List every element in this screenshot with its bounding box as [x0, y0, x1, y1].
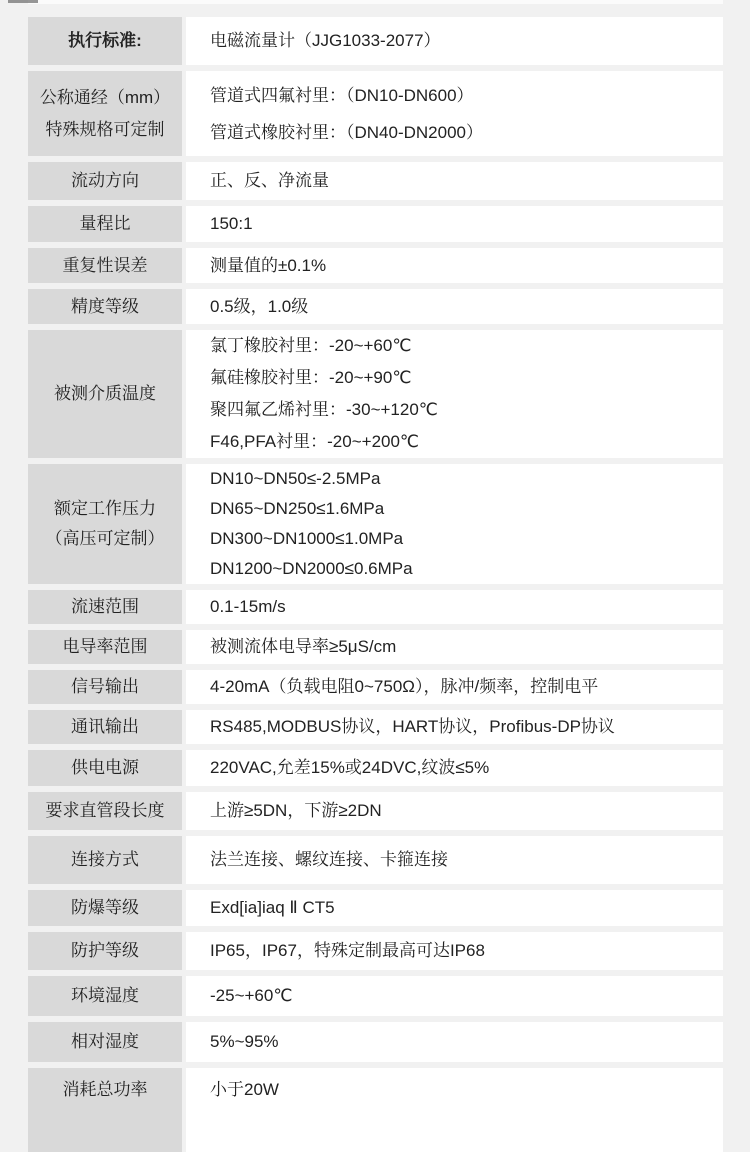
spec-value: [186, 590, 723, 624]
spec-value-line: 正、反、净流量: [210, 171, 329, 190]
spec-label: [28, 670, 182, 704]
spec-label-line: 要求直管段长度: [45, 801, 165, 820]
spec-value: [186, 630, 723, 664]
spec-value-line: 220VAC,允差15%或24DVC,纹波≤5%: [210, 758, 490, 777]
spec-label-line: 特殊规格可定制: [45, 119, 165, 139]
spec-value-line: DN65~DN250≤1.6MPa: [210, 499, 385, 518]
spec-value-line: 氯丁橡胶衬里：-20~+60℃: [210, 336, 412, 355]
spec-value-line: IP65，IP67，特殊定制最高可达IP68: [210, 941, 485, 960]
table-row: [28, 836, 723, 884]
spec-value-line: 0.5级，1.0级: [210, 296, 309, 316]
spec-label: [28, 464, 182, 584]
spec-value: [186, 792, 723, 830]
spec-label: [28, 248, 182, 283]
spec-label-line: 防护等级: [71, 941, 139, 960]
spec-value-line: 管道式橡胶衬里：（DN40-DN2000）: [210, 122, 483, 142]
table-row: [28, 1068, 723, 1112]
spec-value-line: 0.1-15m/s: [210, 597, 286, 616]
spec-label-line: 公称通经（mm）: [39, 87, 171, 107]
table-row: [28, 890, 723, 926]
spec-value-line: 小于20W: [210, 1080, 279, 1099]
spec-label: [28, 976, 182, 1016]
table-row: [28, 976, 723, 1016]
table-row: [28, 206, 723, 242]
spec-label: [28, 162, 182, 200]
spec-value: [186, 1068, 723, 1112]
table-row: [28, 162, 723, 200]
spec-label: [28, 1068, 182, 1112]
spec-label-line: 通讯输出: [71, 717, 139, 736]
spec-value-line: 氟硅橡胶衬里：-20~+90℃: [210, 368, 412, 387]
spec-value: [186, 206, 723, 242]
spec-label: [28, 792, 182, 830]
bottom-partial-label-cell: [28, 1112, 182, 1152]
spec-label-line: 重复性误差: [62, 255, 148, 275]
spec-value: [186, 71, 723, 156]
table-row: [28, 710, 723, 744]
table-row: [28, 750, 723, 786]
bottom-partial-row: [28, 1112, 723, 1152]
table-row: [28, 464, 723, 584]
spec-value-line: DN10~DN50≤-2.5MPa: [210, 469, 381, 488]
spec-label-line: 防爆等级: [71, 898, 139, 917]
spec-label: [28, 932, 182, 970]
spec-label: [28, 750, 182, 786]
spec-label: [28, 330, 182, 458]
spec-value-line: 上游≥5DN，下游≥2DN: [210, 801, 382, 820]
spec-value-line: F46,PFA衬里：-20~+200℃: [210, 432, 420, 451]
spec-label: [28, 289, 182, 324]
spec-value: [186, 17, 723, 65]
spec-value: [186, 464, 723, 584]
spec-value: [186, 162, 723, 200]
table-row: [28, 792, 723, 830]
spec-value-line: 电磁流量计（JJG1033-2077）: [210, 31, 441, 50]
spec-label: [28, 836, 182, 884]
spec-label-line: 电导率范围: [62, 637, 148, 656]
table-row: [28, 330, 723, 458]
top-remnant-mark: [8, 0, 38, 3]
spec-value: [186, 836, 723, 884]
spec-label-line: 相对湿度: [71, 1032, 139, 1051]
table-row: [28, 630, 723, 664]
table-row: [28, 71, 723, 156]
spec-value-line: Exd[ia]iaq Ⅱ CT5: [210, 898, 335, 917]
spec-label-line: （高压可定制）: [45, 529, 165, 548]
spec-label-line: 精度等级: [71, 296, 139, 316]
spec-value-line: -25~+60℃: [210, 986, 293, 1005]
spec-label: [28, 710, 182, 744]
bottom-partial-value-cell: [186, 1112, 723, 1152]
spec-label-line: 连接方式: [71, 850, 139, 869]
spec-label-line: 流动方向: [71, 171, 139, 190]
spec-value-line: 5%~95%: [210, 1032, 279, 1051]
spec-value-line: DN300~DN1000≤1.0MPa: [210, 529, 404, 548]
spec-label-line: 信号输出: [71, 677, 139, 696]
spec-label-line: 执行标准:: [68, 31, 142, 50]
spec-label-line: 供电电源: [71, 758, 139, 777]
spec-label-line: 额定工作压力: [54, 499, 156, 518]
spec-value-line: 测量值的±0.1%: [210, 255, 327, 275]
spec-label: [28, 630, 182, 664]
spec-value: [186, 932, 723, 970]
spec-label: [28, 890, 182, 926]
spec-label: [28, 590, 182, 624]
spec-label: [28, 71, 182, 156]
spec-value-line: 法兰连接、螺纹连接、卡箍连接: [210, 850, 448, 869]
spec-label-line: 流速范围: [71, 597, 139, 616]
table-row: [28, 590, 723, 624]
spec-value: [186, 710, 723, 744]
spec-table: [28, 17, 723, 1112]
spec-value: [186, 248, 723, 283]
spec-label: [28, 17, 182, 65]
spec-label: [28, 1022, 182, 1062]
spec-value: [186, 750, 723, 786]
spec-value: [186, 330, 723, 458]
table-row: [28, 1022, 723, 1062]
spec-value-line: 4-20mA（负载电阻0~750Ω），脉冲/频率，控制电平: [210, 677, 599, 696]
spec-value: [186, 289, 723, 324]
spec-value-line: DN1200~DN2000≤0.6MPa: [210, 559, 413, 578]
spec-label: [28, 206, 182, 242]
spec-value: [186, 976, 723, 1016]
spec-value: [186, 670, 723, 704]
spec-label-line: 消耗总功率: [62, 1080, 148, 1099]
spec-value-line: 150:1: [210, 214, 253, 233]
spec-label-line: 量程比: [79, 214, 131, 233]
spec-value: [186, 890, 723, 926]
table-row: [28, 248, 723, 283]
table-row: [28, 670, 723, 704]
table-row: [28, 289, 723, 324]
spec-label-line: 环境湿度: [71, 986, 139, 1005]
spec-label-line: 被测介质温度: [54, 384, 156, 403]
spec-value-line: 被测流体电导率≥5μS/cm: [210, 637, 397, 656]
spec-value: [186, 1022, 723, 1062]
spec-value-line: 聚四氟乙烯衬里：-30~+120℃: [210, 400, 438, 419]
spec-value-line: 管道式四氟衬里：（DN10-DN600）: [210, 85, 474, 105]
spec-value-line: RS485,MODBUS协议，HART协议，Profibus-DP协议: [210, 717, 615, 736]
table-row: [28, 932, 723, 970]
top-remnant-strip: [28, 0, 723, 4]
table-row: [28, 17, 723, 65]
